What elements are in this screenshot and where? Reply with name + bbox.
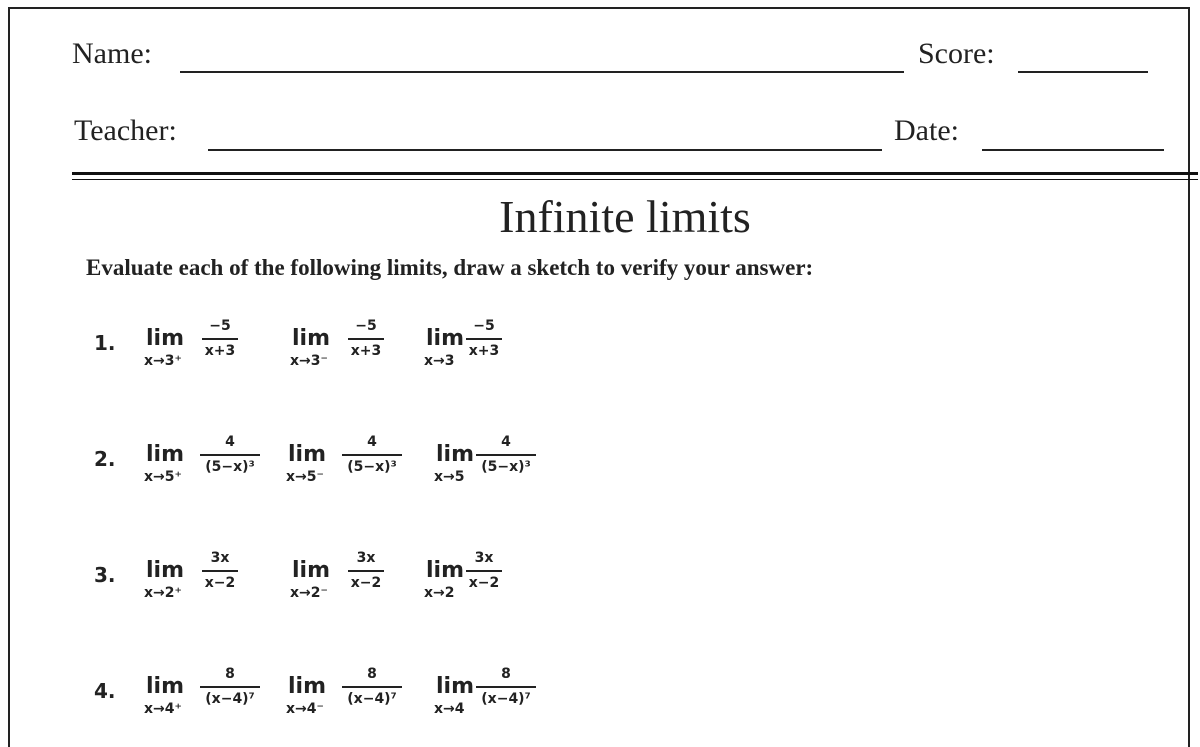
lim-subscript: x→3⁻ bbox=[290, 353, 328, 369]
numerator: 8 bbox=[225, 666, 235, 682]
fraction bbox=[466, 317, 502, 360]
numerator: 3x bbox=[474, 550, 494, 566]
fraction bbox=[200, 665, 260, 708]
denominator: x+3 bbox=[468, 343, 500, 359]
problem-number: 3. bbox=[94, 563, 116, 587]
fraction bbox=[202, 549, 238, 592]
worksheet-title: Infinite limits bbox=[499, 191, 751, 242]
fraction bbox=[466, 549, 502, 592]
lim-subscript: x→5⁺ bbox=[144, 469, 182, 485]
fraction-bar bbox=[476, 686, 536, 688]
fraction bbox=[202, 317, 238, 360]
fraction-bar bbox=[202, 338, 238, 340]
lim-operator: lim bbox=[146, 674, 185, 699]
lim-subscript: x→2⁺ bbox=[144, 585, 182, 601]
fraction-bar bbox=[200, 454, 260, 456]
fraction-bar bbox=[202, 570, 238, 572]
lim-operator: lim bbox=[426, 558, 465, 583]
fraction bbox=[476, 665, 536, 708]
problem-number: 4. bbox=[94, 679, 116, 703]
numerator: 3x bbox=[356, 550, 376, 566]
header-divider-thick bbox=[72, 172, 1198, 175]
fraction-bar bbox=[342, 686, 402, 688]
denominator: x−2 bbox=[204, 575, 236, 591]
denominator: (5−x)³ bbox=[205, 459, 255, 475]
lim-subscript: x→5 bbox=[434, 469, 465, 485]
denominator: (5−x)³ bbox=[481, 459, 531, 475]
lim-operator: lim bbox=[146, 442, 185, 467]
fraction bbox=[348, 549, 384, 592]
lim-operator: lim bbox=[288, 674, 327, 699]
lim-subscript: x→3⁺ bbox=[144, 353, 182, 369]
lim-subscript: x→4⁻ bbox=[286, 701, 324, 717]
lim-operator: lim bbox=[426, 326, 465, 351]
denominator: x+3 bbox=[204, 343, 236, 359]
name-blank-line bbox=[180, 71, 904, 73]
denominator: x−2 bbox=[468, 575, 500, 591]
fraction-bar bbox=[348, 338, 384, 340]
teacher-blank-line bbox=[208, 149, 882, 151]
header-divider-thin bbox=[72, 179, 1198, 180]
denominator: x+3 bbox=[350, 343, 382, 359]
worksheet-page bbox=[8, 7, 1190, 747]
numerator: −5 bbox=[209, 318, 231, 334]
lim-operator: lim bbox=[436, 442, 475, 467]
lim-operator: lim bbox=[292, 558, 331, 583]
lim-operator: lim bbox=[146, 326, 185, 351]
fraction-bar bbox=[466, 570, 502, 572]
name-label: Name: bbox=[72, 37, 152, 70]
numerator: 4 bbox=[367, 434, 377, 450]
date-label: Date: bbox=[894, 114, 959, 147]
fraction-bar bbox=[348, 570, 384, 572]
teacher-label: Teacher: bbox=[74, 114, 177, 147]
instructions: Evaluate each of the following limits, draw a sketch to verify your answer: bbox=[86, 255, 814, 280]
denominator: x−2 bbox=[350, 575, 382, 591]
fraction bbox=[200, 433, 260, 476]
numerator: −5 bbox=[473, 318, 495, 334]
lim-operator: lim bbox=[436, 674, 475, 699]
fraction-bar bbox=[342, 454, 402, 456]
lim-subscript: x→2⁻ bbox=[290, 585, 328, 601]
lim-operator: lim bbox=[292, 326, 331, 351]
fraction-bar bbox=[476, 454, 536, 456]
fraction-bar bbox=[466, 338, 502, 340]
date-blank-line bbox=[982, 149, 1164, 151]
numerator: −5 bbox=[355, 318, 377, 334]
problem-number: 2. bbox=[94, 447, 116, 471]
lim-subscript: x→4⁺ bbox=[144, 701, 182, 717]
lim-subscript: x→3 bbox=[424, 353, 455, 369]
denominator: (x−4)⁷ bbox=[481, 691, 531, 707]
lim-subscript: x→2 bbox=[424, 585, 455, 601]
lim-subscript: x→4 bbox=[434, 701, 465, 717]
numerator: 3x bbox=[210, 550, 230, 566]
lim-operator: lim bbox=[288, 442, 327, 467]
denominator: (x−4)⁷ bbox=[205, 691, 255, 707]
lim-subscript: x→5⁻ bbox=[286, 469, 324, 485]
fraction bbox=[342, 665, 402, 708]
fraction bbox=[342, 433, 402, 476]
fraction-bar bbox=[200, 686, 260, 688]
fraction bbox=[476, 433, 536, 476]
numerator: 8 bbox=[367, 666, 377, 682]
denominator: (x−4)⁷ bbox=[347, 691, 397, 707]
denominator: (5−x)³ bbox=[347, 459, 397, 475]
problem-number: 1. bbox=[94, 331, 116, 355]
score-blank-line bbox=[1018, 71, 1148, 73]
numerator: 4 bbox=[501, 434, 511, 450]
score-label: Score: bbox=[918, 37, 995, 70]
numerator: 4 bbox=[225, 434, 235, 450]
numerator: 8 bbox=[501, 666, 511, 682]
lim-operator: lim bbox=[146, 558, 185, 583]
fraction bbox=[348, 317, 384, 360]
